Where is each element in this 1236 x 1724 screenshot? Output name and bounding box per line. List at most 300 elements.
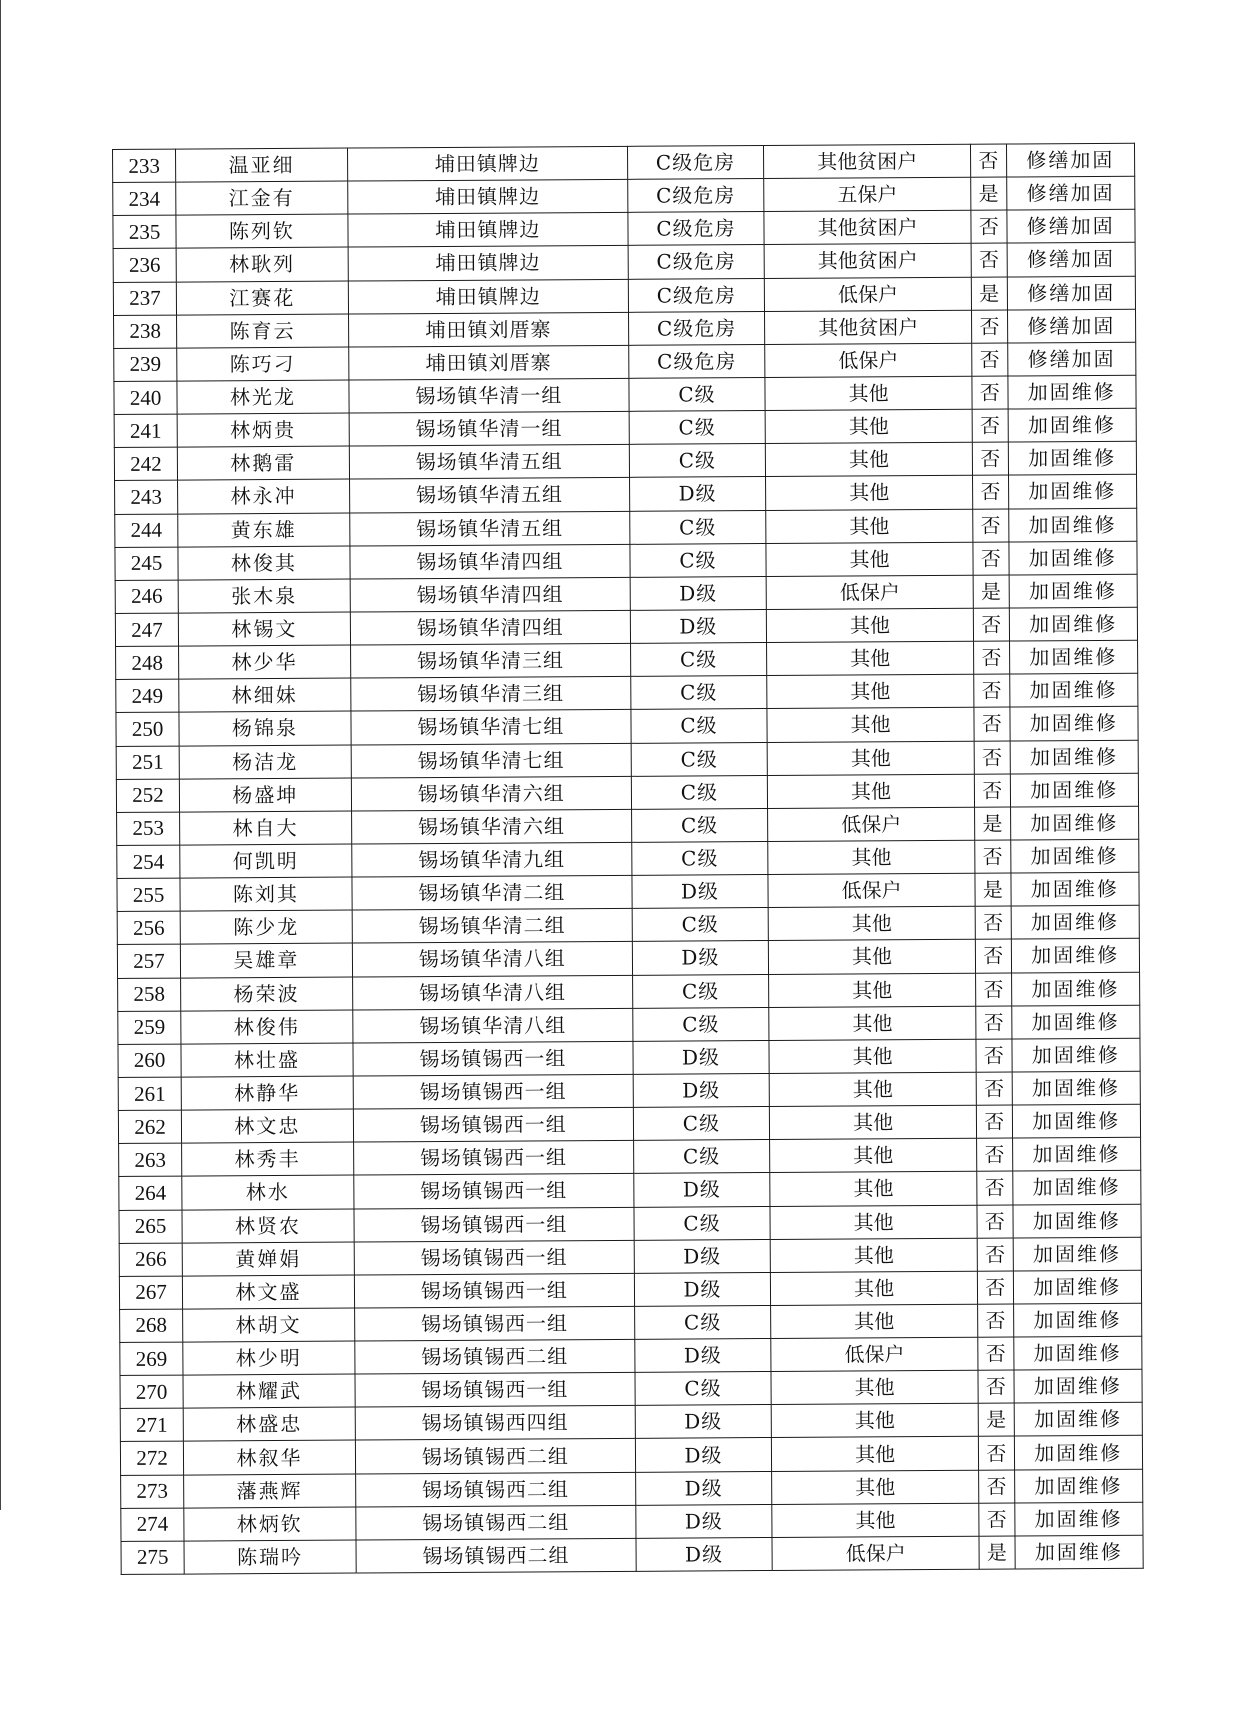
household-name: 林光龙 — [177, 380, 349, 414]
address: 锡场镇锡西一组 — [354, 1306, 634, 1341]
household-name: 林静华 — [181, 1076, 353, 1110]
measure: 加固维修 — [1012, 1204, 1141, 1238]
row-number: 238 — [114, 315, 177, 349]
flag-cell: 否 — [973, 509, 1009, 542]
flag-cell: 否 — [972, 343, 1008, 376]
address: 锡场镇华清二组 — [352, 875, 632, 910]
address: 埔田镇牌边 — [347, 146, 627, 181]
row-number: 251 — [116, 746, 179, 780]
household-name: 温亚细 — [176, 148, 348, 182]
address: 锡场镇锡西一组 — [355, 1373, 635, 1408]
household-type: 其他 — [769, 1105, 976, 1139]
household-type: 其他 — [765, 443, 972, 477]
household-name: 林炳钦 — [184, 1507, 356, 1541]
address: 锡场镇华清五组 — [349, 478, 629, 513]
household-type: 其他贫困户 — [765, 310, 972, 344]
measure: 加固维修 — [1013, 1270, 1142, 1304]
household-name: 陈刘其 — [180, 877, 352, 911]
measure: 加固维修 — [1009, 640, 1138, 674]
address: 埔田镇牌边 — [348, 279, 628, 314]
household-name: 林耀武 — [183, 1374, 355, 1408]
row-number: 266 — [119, 1243, 182, 1277]
danger-level: C级 — [631, 775, 767, 809]
household-name: 杨锦泉 — [179, 711, 351, 745]
row-number: 258 — [118, 978, 181, 1012]
row-number: 268 — [120, 1309, 183, 1343]
measure: 加固维修 — [1012, 1104, 1141, 1138]
household-type: 其他 — [769, 1039, 976, 1073]
household-name: 林炳贵 — [177, 413, 349, 447]
danger-level: C级 — [630, 543, 766, 577]
address: 锡场镇锡西一组 — [354, 1207, 634, 1242]
household-name: 杨洁龙 — [179, 745, 351, 779]
danger-level: C级 — [630, 643, 766, 677]
address: 锡场镇华清七组 — [351, 710, 631, 745]
address: 锡场镇锡西二组 — [355, 1339, 635, 1374]
row-number: 269 — [120, 1342, 183, 1376]
household-type: 其他 — [767, 674, 974, 708]
household-name: 吴雄章 — [180, 943, 352, 977]
danger-level: C级 — [629, 411, 765, 445]
address: 锡场镇华清四组 — [350, 610, 630, 645]
row-number: 245 — [115, 547, 178, 581]
page-edge-line — [0, 0, 1, 1510]
danger-level: C级 — [634, 1305, 770, 1339]
household-name: 林永冲 — [178, 479, 350, 513]
measure: 加固维修 — [1010, 839, 1139, 873]
measure: 加固维修 — [1008, 475, 1137, 509]
danger-level: C级 — [634, 1206, 770, 1240]
row-number: 248 — [116, 646, 179, 680]
danger-level: C级危房 — [628, 179, 764, 213]
flag-cell: 否 — [974, 741, 1010, 774]
household-name: 藩燕辉 — [184, 1474, 356, 1508]
household-type: 其他贫困户 — [764, 144, 971, 178]
danger-level: D级 — [634, 1272, 770, 1306]
flag-cell: 否 — [979, 1470, 1015, 1503]
flag-cell: 否 — [973, 608, 1009, 641]
danger-level: C级 — [633, 1107, 769, 1141]
household-type: 低保户 — [768, 873, 975, 907]
danger-level: D级 — [636, 1504, 772, 1538]
address: 锡场镇锡西二组 — [355, 1472, 635, 1507]
measure: 修缮加固 — [1007, 342, 1136, 376]
table-body — [113, 143, 1144, 1574]
flag-cell: 否 — [976, 1006, 1012, 1039]
flag-cell: 否 — [977, 1171, 1013, 1204]
address: 锡场镇华清一组 — [349, 378, 629, 413]
household-type: 其他 — [770, 1238, 977, 1272]
measure: 加固维修 — [1013, 1369, 1142, 1403]
measure: 加固维修 — [1009, 673, 1138, 707]
household-type: 其他 — [767, 741, 974, 775]
flag-cell: 否 — [976, 1105, 1012, 1138]
measure: 加固维修 — [1010, 740, 1139, 774]
household-type: 五保户 — [764, 177, 971, 211]
row-number: 256 — [117, 911, 180, 945]
address: 埔田镇牌边 — [348, 246, 628, 281]
measure: 加固维修 — [1011, 939, 1140, 973]
measure: 加固维修 — [1011, 1038, 1140, 1072]
measure: 加固维修 — [1008, 508, 1137, 542]
measure: 加固维修 — [1010, 806, 1139, 840]
measure: 加固维修 — [1009, 607, 1138, 641]
row-number: 255 — [117, 878, 180, 912]
flag-cell: 是 — [975, 873, 1011, 906]
measure: 加固维修 — [1010, 872, 1139, 906]
household-name: 张木泉 — [178, 579, 350, 613]
household-name: 林俊伟 — [181, 1010, 353, 1044]
row-number: 264 — [119, 1176, 182, 1210]
danger-level: D级 — [636, 1537, 772, 1571]
address: 锡场镇华清四组 — [350, 544, 630, 579]
flag-cell: 否 — [973, 475, 1009, 508]
row-number: 253 — [117, 812, 180, 846]
household-type: 其他 — [767, 774, 974, 808]
measure: 修缮加固 — [1006, 143, 1135, 177]
household-name: 林文盛 — [182, 1275, 354, 1309]
flag-cell: 否 — [971, 210, 1007, 243]
household-name: 陈育云 — [177, 314, 349, 348]
household-type: 其他 — [769, 973, 976, 1007]
household-name: 林叙华 — [184, 1441, 356, 1475]
household-name: 林少华 — [179, 645, 351, 679]
flag-cell: 是 — [975, 807, 1011, 840]
household-name: 江赛花 — [176, 281, 348, 315]
household-type: 其他贫困户 — [764, 244, 971, 278]
danger-level: C级危房 — [628, 245, 764, 279]
flag-cell: 否 — [976, 973, 1012, 1006]
measure: 加固维修 — [1009, 574, 1138, 608]
row-number: 233 — [113, 149, 176, 183]
row-number: 242 — [114, 447, 177, 481]
household-name: 林水 — [182, 1175, 354, 1209]
flag-cell: 否 — [979, 1503, 1015, 1536]
address: 锡场镇华清八组 — [352, 975, 632, 1010]
row-number: 235 — [113, 215, 176, 249]
flag-cell: 否 — [977, 1271, 1013, 1304]
danger-level: C级危房 — [628, 311, 764, 345]
row-number: 239 — [114, 348, 177, 382]
address: 锡场镇华清六组 — [351, 776, 631, 811]
danger-level: D级 — [635, 1405, 771, 1439]
address: 锡场镇锡西一组 — [354, 1240, 634, 1275]
household-name: 林盛忠 — [183, 1407, 355, 1441]
row-number: 275 — [121, 1541, 184, 1575]
household-name: 林秀丰 — [182, 1142, 354, 1176]
danger-level: C级 — [631, 709, 767, 743]
danger-level: C级 — [631, 676, 767, 710]
flag-cell: 否 — [975, 840, 1011, 873]
household-type: 其他 — [765, 376, 972, 410]
danger-level: C级 — [633, 1140, 769, 1174]
household-type: 其他 — [768, 840, 975, 874]
household-name: 陈瑞吟 — [184, 1540, 356, 1574]
table-row — [121, 1535, 1143, 1574]
household-type: 低保户 — [766, 575, 973, 609]
danger-level: D级 — [633, 1073, 769, 1107]
measure: 加固维修 — [1013, 1336, 1142, 1370]
flag-cell: 否 — [972, 442, 1008, 475]
household-type: 低保户 — [765, 343, 972, 377]
danger-level: D级 — [633, 1040, 769, 1074]
flag-cell: 否 — [971, 144, 1007, 177]
address: 锡场镇锡西一组 — [353, 1074, 633, 1109]
address: 埔田镇刘厝寨 — [348, 312, 628, 347]
row-number: 272 — [120, 1442, 183, 1476]
danger-level: C级危房 — [628, 212, 764, 246]
danger-level: D级 — [632, 875, 768, 909]
row-number: 257 — [117, 944, 180, 978]
row-number: 265 — [119, 1210, 182, 1244]
household-type: 其他 — [768, 940, 975, 974]
household-name: 林文忠 — [181, 1109, 353, 1143]
row-number: 259 — [118, 1011, 181, 1045]
row-number: 237 — [113, 282, 176, 316]
flag-cell: 否 — [977, 1205, 1013, 1238]
danger-level: C级 — [629, 378, 765, 412]
row-number: 249 — [116, 679, 179, 713]
address: 埔田镇刘厝寨 — [348, 345, 628, 380]
household-type: 其他 — [771, 1304, 978, 1338]
address: 锡场镇华清五组 — [349, 511, 629, 546]
danger-level: D级 — [635, 1438, 771, 1472]
danger-level: D级 — [634, 1173, 770, 1207]
household-name: 林贤农 — [182, 1209, 354, 1243]
danger-level: C级 — [632, 908, 768, 942]
address: 锡场镇锡西二组 — [355, 1439, 635, 1474]
flag-cell: 否 — [974, 774, 1010, 807]
measure: 加固维修 — [1014, 1403, 1143, 1437]
address: 埔田镇牌边 — [348, 213, 628, 248]
address: 锡场镇锡西一组 — [353, 1107, 633, 1142]
flag-cell: 否 — [976, 1039, 1012, 1072]
flag-cell: 是 — [973, 575, 1009, 608]
row-number: 243 — [115, 481, 178, 515]
household-type: 其他 — [772, 1470, 979, 1504]
row-number: 262 — [118, 1110, 181, 1144]
danger-level: C级 — [629, 444, 765, 478]
household-type: 其他贫困户 — [764, 211, 971, 245]
measure: 加固维修 — [1008, 541, 1137, 575]
flag-cell: 否 — [977, 1138, 1013, 1171]
household-type: 其他 — [766, 509, 973, 543]
household-type: 其他 — [766, 608, 973, 642]
household-type: 其他 — [771, 1370, 978, 1404]
household-type: 其他 — [766, 476, 973, 510]
danger-level: D级 — [634, 1239, 770, 1273]
address: 埔田镇牌边 — [347, 179, 627, 214]
danger-level: C级 — [630, 510, 766, 544]
row-number: 270 — [120, 1375, 183, 1409]
row-number: 234 — [113, 182, 176, 216]
household-type: 低保户 — [771, 1337, 978, 1371]
address: 锡场镇锡西四组 — [355, 1406, 635, 1441]
danger-level: C级 — [631, 742, 767, 776]
household-type: 其他 — [770, 1172, 977, 1206]
household-name: 何凯明 — [180, 844, 352, 878]
household-name: 杨荣波 — [181, 977, 353, 1011]
danger-level: D级 — [632, 941, 768, 975]
measure: 加固维修 — [1014, 1436, 1143, 1470]
household-type: 其他 — [771, 1404, 978, 1438]
measure: 修缮加固 — [1007, 276, 1136, 310]
row-number: 247 — [115, 613, 178, 647]
household-name: 林少明 — [183, 1341, 355, 1375]
flag-cell: 否 — [975, 906, 1011, 939]
danger-level: C级危房 — [627, 146, 763, 180]
flag-cell: 否 — [972, 310, 1008, 343]
address: 锡场镇华清九组 — [351, 842, 631, 877]
household-name: 林壮盛 — [181, 1043, 353, 1077]
measure: 加固维修 — [1007, 375, 1136, 409]
danger-level: C级 — [632, 974, 768, 1008]
flag-cell: 否 — [972, 409, 1008, 442]
flag-cell: 否 — [978, 1304, 1014, 1337]
household-name: 杨盛坤 — [179, 778, 351, 812]
address: 锡场镇华清四组 — [350, 577, 630, 612]
flag-cell: 否 — [973, 542, 1009, 575]
household-type: 低保户 — [764, 277, 971, 311]
danger-level: C级 — [633, 1007, 769, 1041]
row-number: 236 — [113, 249, 176, 283]
flag-cell: 否 — [978, 1370, 1014, 1403]
household-name: 林耿列 — [176, 247, 348, 281]
household-type: 低保户 — [768, 807, 975, 841]
flag-cell: 否 — [974, 641, 1010, 674]
household-name: 林胡文 — [183, 1308, 355, 1342]
household-type: 其他 — [767, 708, 974, 742]
measure: 加固维修 — [1009, 707, 1138, 741]
household-type: 其他 — [770, 1205, 977, 1239]
measure: 加固维修 — [1014, 1469, 1143, 1503]
row-number: 250 — [116, 712, 179, 746]
row-number: 271 — [120, 1408, 183, 1442]
danger-level: D级 — [629, 477, 765, 511]
row-number: 246 — [115, 580, 178, 614]
measure: 加固维修 — [1013, 1303, 1142, 1337]
row-number: 261 — [118, 1077, 181, 1111]
household-type: 其他 — [770, 1138, 977, 1172]
household-type: 其他 — [771, 1437, 978, 1471]
household-name: 陈列钦 — [176, 214, 348, 248]
row-number: 273 — [121, 1475, 184, 1509]
row-number: 254 — [117, 845, 180, 879]
flag-cell: 否 — [975, 939, 1011, 972]
measure: 加固维修 — [1014, 1502, 1143, 1536]
measure: 加固维修 — [1012, 1171, 1141, 1205]
measure: 修缮加固 — [1007, 309, 1136, 343]
address: 锡场镇锡西一组 — [354, 1174, 634, 1209]
row-number: 244 — [115, 514, 178, 548]
address: 锡场镇锡西二组 — [356, 1538, 636, 1573]
measure: 加固维修 — [1011, 905, 1140, 939]
address: 锡场镇华清六组 — [351, 809, 631, 844]
flag-cell: 是 — [971, 177, 1007, 210]
flag-cell: 是 — [979, 1536, 1015, 1569]
row-number: 263 — [119, 1143, 182, 1177]
household-type: 其他 — [769, 1006, 976, 1040]
household-name: 黄婵娟 — [182, 1242, 354, 1276]
flag-cell: 否 — [978, 1337, 1014, 1370]
row-number: 267 — [119, 1276, 182, 1310]
household-type: 其他 — [772, 1503, 979, 1537]
address: 锡场镇华清八组 — [352, 942, 632, 977]
address: 锡场镇华清三组 — [350, 643, 630, 678]
address: 锡场镇华清七组 — [351, 743, 631, 778]
address: 锡场镇华清八组 — [352, 1008, 632, 1043]
row-number: 274 — [121, 1508, 184, 1542]
flag-cell: 否 — [977, 1238, 1013, 1271]
housing-table — [112, 143, 1144, 1575]
danger-level: D级 — [635, 1471, 771, 1505]
household-type: 低保户 — [772, 1536, 979, 1570]
measure: 加固维修 — [1010, 773, 1139, 807]
row-number: 260 — [118, 1044, 181, 1078]
address: 锡场镇华清二组 — [352, 909, 632, 944]
flag-cell: 否 — [972, 376, 1008, 409]
measure: 加固维修 — [1011, 972, 1140, 1006]
measure: 加固维修 — [1012, 1137, 1141, 1171]
household-type: 其他 — [768, 906, 975, 940]
flag-cell: 否 — [974, 674, 1010, 707]
address: 锡场镇锡西一组 — [354, 1273, 634, 1308]
address: 锡场镇华清五组 — [349, 445, 629, 480]
danger-level: C级 — [631, 808, 767, 842]
measure: 加固维修 — [1013, 1237, 1142, 1271]
danger-level: C级危房 — [629, 344, 765, 378]
measure: 加固维修 — [1008, 408, 1137, 442]
danger-level: D级 — [635, 1339, 771, 1373]
household-name: 江金有 — [176, 181, 348, 215]
household-type: 其他 — [765, 409, 972, 443]
danger-level: D级 — [630, 609, 766, 643]
address: 锡场镇华清一组 — [349, 411, 629, 446]
address: 锡场镇锡西一组 — [353, 1141, 633, 1176]
address: 锡场镇华清三组 — [350, 677, 630, 712]
row-number: 240 — [114, 381, 177, 415]
danger-level: C级 — [635, 1372, 771, 1406]
measure: 修缮加固 — [1006, 176, 1135, 210]
flag-cell: 否 — [974, 707, 1010, 740]
household-name: 林锡文 — [178, 612, 350, 646]
flag-cell: 是 — [971, 277, 1007, 310]
flag-cell: 是 — [978, 1403, 1014, 1436]
danger-level: C级危房 — [628, 278, 764, 312]
measure: 加固维修 — [1011, 1005, 1140, 1039]
flag-cell: 否 — [978, 1436, 1014, 1469]
row-number: 241 — [114, 414, 177, 448]
danger-level: D级 — [630, 576, 766, 610]
measure: 加固维修 — [1008, 442, 1137, 476]
measure: 加固维修 — [1012, 1071, 1141, 1105]
household-name: 林俊其 — [178, 546, 350, 580]
household-type: 其他 — [770, 1271, 977, 1305]
measure: 修缮加固 — [1007, 243, 1136, 277]
flag-cell: 否 — [971, 243, 1007, 276]
address: 锡场镇锡西一组 — [353, 1041, 633, 1076]
measure: 修缮加固 — [1006, 210, 1135, 244]
danger-level: C级 — [632, 841, 768, 875]
household-name: 陈少龙 — [180, 910, 352, 944]
household-name: 陈巧刁 — [177, 347, 349, 381]
household-name: 林鹅雷 — [177, 446, 349, 480]
row-number: 252 — [116, 779, 179, 813]
address: 锡场镇锡西二组 — [356, 1505, 636, 1540]
flag-cell: 否 — [976, 1072, 1012, 1105]
household-name: 林细妹 — [179, 678, 351, 712]
measure: 加固维修 — [1015, 1535, 1144, 1569]
